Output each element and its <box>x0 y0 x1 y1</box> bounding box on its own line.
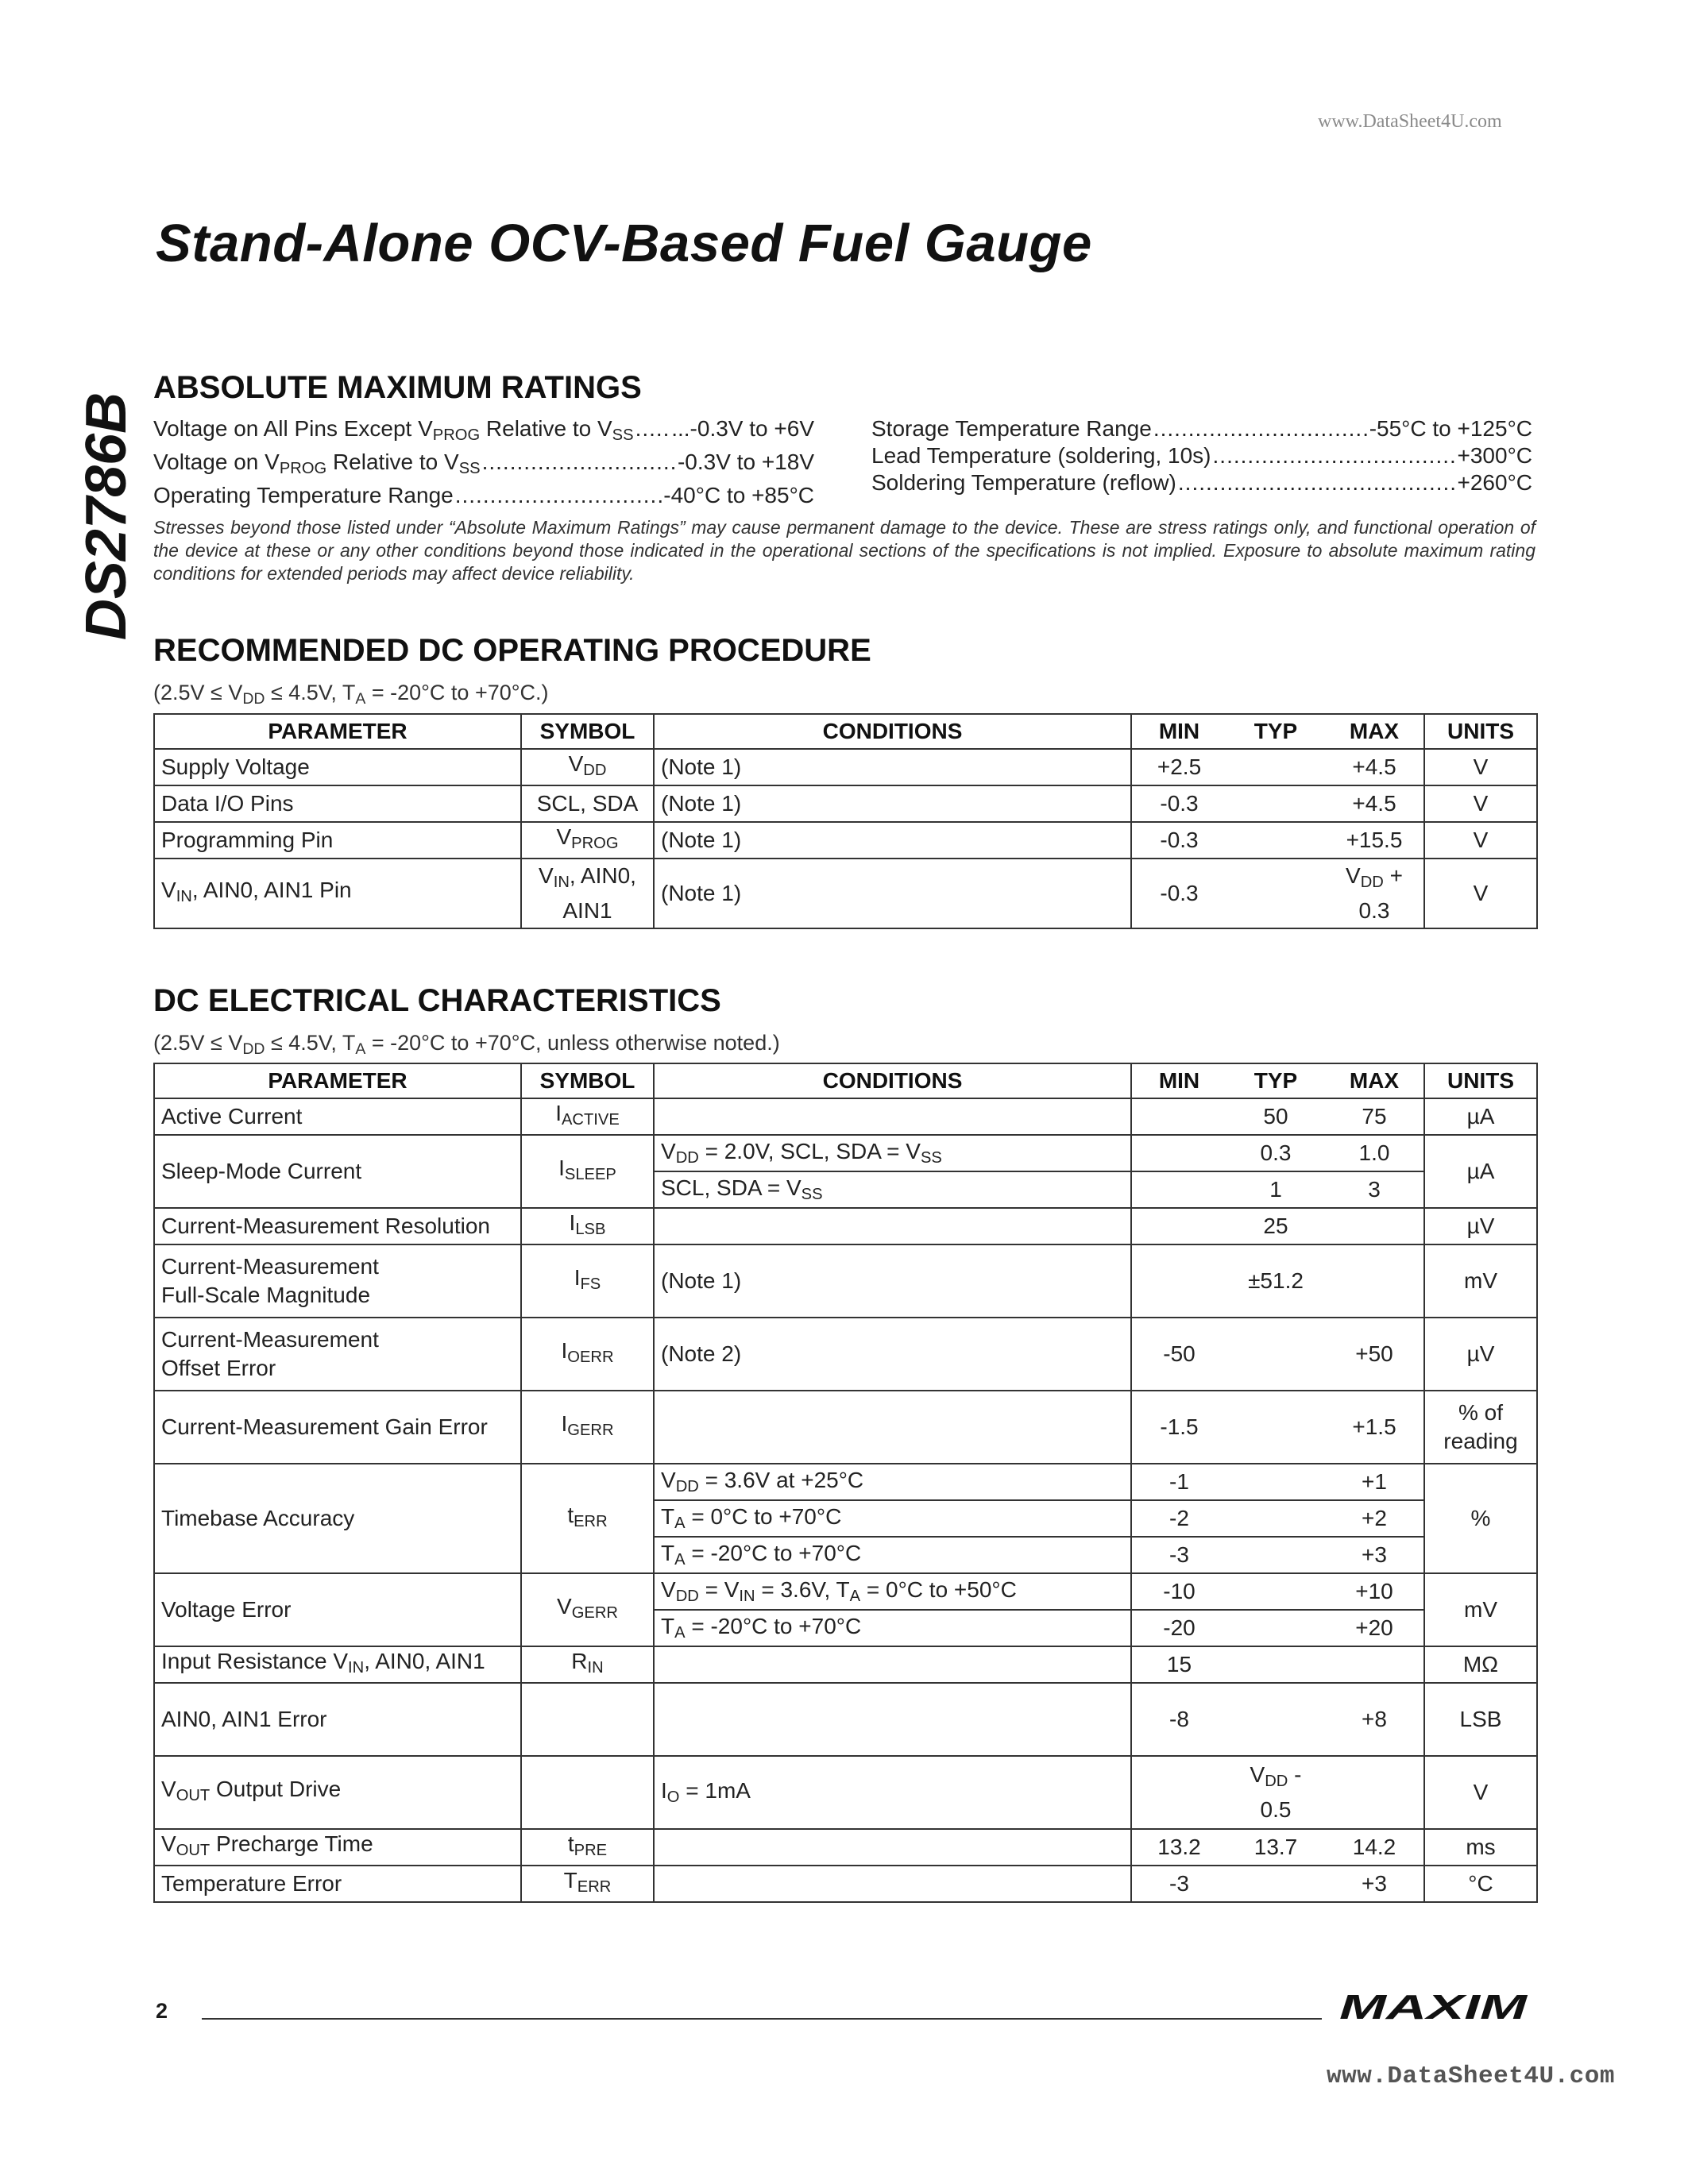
maxim-logo-text: MAXIM <box>1339 1992 1529 2024</box>
min-cell: -3 <box>1131 1866 1226 1902</box>
conditions-cell <box>654 1208 1131 1244</box>
col-header-max: MAX <box>1325 1063 1424 1098</box>
conditions-cell: (Note 1) <box>654 749 1131 785</box>
table-row <box>154 859 1537 928</box>
abs-max-left-list <box>153 415 814 509</box>
min-cell <box>1131 1135 1226 1171</box>
units-cell: LSB <box>1424 1683 1537 1756</box>
min-cell: -0.3 <box>1131 822 1226 859</box>
max-cell: +8 <box>1325 1683 1424 1756</box>
symbol-cell: $t_{PRE}$ <box>521 1829 654 1866</box>
table-row <box>154 1464 1537 1500</box>
min-cell <box>1131 1098 1226 1135</box>
param-cell: $V_{OUT}$ Precharge Time <box>154 1829 521 1866</box>
min-cell: -1 <box>1131 1464 1226 1500</box>
units-cell: V <box>1424 1756 1537 1829</box>
rating-value: ...-0.3V to +6V <box>671 416 814 441</box>
max-cell: +20 <box>1325 1610 1424 1646</box>
param-cell: Supply Voltage <box>154 749 521 785</box>
conditions-cell: $T_A = -20^\circ C$ to +70°C <box>654 1610 1131 1646</box>
conditions-cell: $V_{DD} = 3.6V$ at +25°C <box>654 1464 1131 1500</box>
symbol-cell: $V_{PROG}$ <box>521 822 654 859</box>
typ-cell <box>1226 1610 1325 1646</box>
max-cell: +50 <box>1325 1318 1424 1391</box>
typ-cell: $V_{DD}$ - 0.5 <box>1226 1756 1325 1829</box>
units-cell: V <box>1424 859 1537 928</box>
col-header-typ: TYP <box>1226 1063 1325 1098</box>
max-cell <box>1325 1756 1424 1829</box>
col-header-symbol: SYMBOL <box>521 1063 654 1098</box>
max-cell: +10 <box>1325 1573 1424 1610</box>
min-cell: +2.5 <box>1131 749 1226 785</box>
col-header-units: UNITS <box>1424 714 1537 749</box>
typ-cell <box>1226 1318 1325 1391</box>
conditions-cell: $V_{DD} = 2.0V$, SCL, SDA = $V_{SS}$ <box>654 1135 1131 1171</box>
conditions-cell: (Note 2) <box>654 1318 1131 1391</box>
conditions-cell <box>654 1098 1131 1135</box>
rating-value: -40°C to +85°C <box>663 483 814 508</box>
typ-cell <box>1226 1573 1325 1610</box>
max-cell: 14.2 <box>1325 1829 1424 1866</box>
table-row <box>154 1318 1537 1391</box>
col-header-max: MAX <box>1325 714 1424 749</box>
max-cell: +15.5 <box>1325 822 1424 859</box>
min-cell: -8 <box>1131 1683 1226 1756</box>
rating-label: Voltage on All Pins Except $V_{PROG}$ Relative to $V_{SS}$ <box>153 416 634 445</box>
units-cell: MΩ <box>1424 1646 1537 1683</box>
page-title: Stand-Alone OCV-Based Fuel Gauge <box>156 214 1092 273</box>
units-cell: mV <box>1424 1573 1537 1646</box>
dc-elec-table <box>153 1063 1538 1903</box>
param-cell: $V_{OUT}$ Output Drive <box>154 1756 521 1829</box>
rating-value: +300°C <box>1457 443 1532 468</box>
typ-cell <box>1226 1646 1325 1683</box>
typ-cell <box>1226 1683 1325 1756</box>
param-cell: Timebase Accuracy <box>154 1464 521 1573</box>
param-cell: Programming Pin <box>154 822 521 859</box>
abs-max-right-item <box>871 442 1532 469</box>
typ-cell: 50 <box>1226 1098 1325 1135</box>
max-cell <box>1325 1244 1424 1318</box>
table-row <box>154 1098 1537 1135</box>
table-row <box>154 749 1537 785</box>
max-cell: +1 <box>1325 1464 1424 1500</box>
conditions-cell <box>654 1646 1131 1683</box>
min-cell <box>1131 1208 1226 1244</box>
param-cell: Current-Measurement Gain Error <box>154 1391 521 1464</box>
table-row <box>154 1866 1537 1902</box>
page-number: 2 <box>156 1999 168 2023</box>
units-cell: µV <box>1424 1318 1537 1391</box>
max-cell: +3 <box>1325 1537 1424 1573</box>
table-row <box>154 1391 1537 1464</box>
typ-cell: 13.7 <box>1226 1829 1325 1866</box>
part-number-text: DS2786B <box>75 392 138 641</box>
param-cell: Voltage Error <box>154 1573 521 1646</box>
symbol-cell: $t_{ERR}$ <box>521 1464 654 1573</box>
units-cell: V <box>1424 822 1537 859</box>
table-row <box>154 1683 1537 1756</box>
min-cell: -0.3 <box>1131 859 1226 928</box>
watermark-top[interactable]: www.DataSheet4U.com <box>1318 111 1502 132</box>
symbol-cell: $V_{IN}$, AIN0, AIN1 <box>521 859 654 928</box>
conditions-cell: $I_O = 1mA$ <box>654 1756 1131 1829</box>
min-cell <box>1131 1756 1226 1829</box>
max-cell: +4.5 <box>1325 749 1424 785</box>
col-header-conditions: CONDITIONS <box>654 714 1131 749</box>
units-cell: µV <box>1424 1208 1537 1244</box>
param-cell: Current-Measurement Resolution <box>154 1208 521 1244</box>
col-header-parameter: PARAMETER <box>154 1063 521 1098</box>
param-cell: Active Current <box>154 1098 521 1135</box>
table-row <box>154 1756 1537 1829</box>
conditions-cell <box>654 1683 1131 1756</box>
table-row <box>154 1573 1537 1610</box>
typ-cell: 0.3 <box>1226 1135 1325 1171</box>
conditions-cell: $T_A = 0^\circ C$ to +70°C <box>654 1500 1131 1537</box>
typ-cell <box>1226 785 1325 822</box>
units-cell: µA <box>1424 1098 1537 1135</box>
typ-cell: ±51.2 <box>1226 1244 1325 1318</box>
param-cell: Current-Measurement Offset Error <box>154 1318 521 1391</box>
conditions-cell: (Note 1) <box>654 785 1131 822</box>
symbol-cell: $I_{ACTIVE}$ <box>521 1098 654 1135</box>
units-cell: V <box>1424 749 1537 785</box>
max-cell <box>1325 1208 1424 1244</box>
conditions-cell <box>654 1829 1131 1866</box>
param-cell: Input Resistance $V_{IN}$, AIN0, AIN1 <box>154 1646 521 1683</box>
table-row <box>154 1244 1537 1318</box>
watermark-bottom[interactable]: www.DataSheet4U.com <box>1327 2062 1615 2090</box>
max-cell <box>1325 1646 1424 1683</box>
abs-max-right-item <box>871 469 1532 496</box>
typ-cell: 25 <box>1226 1208 1325 1244</box>
max-cell: 75 <box>1325 1098 1424 1135</box>
symbol-cell <box>521 1756 654 1829</box>
conditions-cell: $V_{DD} = V_{IN} = 3.6V$, $T_A = 0^\circ C$ to +50°C <box>654 1573 1131 1610</box>
leader-dots <box>1178 469 1456 496</box>
table-row <box>154 822 1537 859</box>
max-cell: +2 <box>1325 1500 1424 1537</box>
min-cell: -10 <box>1131 1573 1226 1610</box>
rating-value: -0.3V to +18V <box>677 450 814 475</box>
max-cell: +3 <box>1325 1866 1424 1902</box>
max-cell: 1.0 <box>1325 1135 1424 1171</box>
param-cell: Sleep-Mode Current <box>154 1135 521 1208</box>
col-header-parameter: PARAMETER <box>154 714 521 749</box>
min-cell: 15 <box>1131 1646 1226 1683</box>
symbol-cell: $R_{IN}$ <box>521 1646 654 1683</box>
param-cell: AIN0, AIN1 Error <box>154 1683 521 1756</box>
param-cell: $V_{IN}$, AIN0, AIN1 Pin <box>154 859 521 928</box>
min-cell: -3 <box>1131 1537 1226 1573</box>
leader-dots <box>1153 415 1368 442</box>
col-header-typ: TYP <box>1226 714 1325 749</box>
symbol-cell: $I_{GERR}$ <box>521 1391 654 1464</box>
table-row <box>154 1646 1537 1683</box>
units-cell: °C <box>1424 1866 1537 1902</box>
col-header-symbol: SYMBOL <box>521 714 654 749</box>
param-cell: Current-Measurement Full-Scale Magnitude <box>154 1244 521 1318</box>
abs-max-right-list <box>871 415 1532 496</box>
table-row <box>154 785 1537 822</box>
min-cell <box>1131 1171 1226 1208</box>
typ-cell <box>1226 1537 1325 1573</box>
conditions-cell <box>654 1391 1131 1464</box>
rating-label: Lead Temperature (soldering, 10s) <box>871 443 1211 468</box>
abs-max-left-item <box>153 449 814 482</box>
min-cell: -2 <box>1131 1500 1226 1537</box>
maxim-logo <box>1339 1992 1530 2024</box>
symbol-cell: $V_{DD}$ <box>521 749 654 785</box>
leader-dots <box>482 449 676 482</box>
table-row <box>154 1135 1537 1171</box>
units-cell: µA <box>1424 1135 1537 1208</box>
rating-value: -55°C to +125°C <box>1369 416 1532 441</box>
conditions-cell <box>654 1866 1131 1902</box>
min-cell: -20 <box>1131 1610 1226 1646</box>
max-cell: +1.5 <box>1325 1391 1424 1464</box>
symbol-cell: $V_{GERR}$ <box>521 1573 654 1646</box>
leader-dots <box>455 482 662 509</box>
symbol-cell: $I_{OERR}$ <box>521 1318 654 1391</box>
min-cell: 13.2 <box>1131 1829 1226 1866</box>
col-header-conditions: CONDITIONS <box>654 1063 1131 1098</box>
typ-cell <box>1226 1391 1325 1464</box>
typ-cell <box>1226 859 1325 928</box>
leader-dots <box>1213 442 1456 469</box>
conditions-cell: (Note 1) <box>654 1244 1131 1318</box>
symbol-cell: $T_{ERR}$ <box>521 1866 654 1902</box>
table-row <box>154 1829 1537 1866</box>
units-cell: mV <box>1424 1244 1537 1318</box>
param-cell: Data I/O Pins <box>154 785 521 822</box>
units-cell: % of reading <box>1424 1391 1537 1464</box>
abs-max-left-item <box>153 482 814 509</box>
typ-cell <box>1226 1500 1325 1537</box>
min-cell <box>1131 1244 1226 1318</box>
units-cell: % <box>1424 1464 1537 1573</box>
min-cell: -1.5 <box>1131 1391 1226 1464</box>
symbol-cell: $I_{LSB}$ <box>521 1208 654 1244</box>
max-cell: 3 <box>1325 1171 1424 1208</box>
stress-note: Stresses beyond those listed under “Absolute Maximum Ratings” may cause permanent damage to the device. These are stress ratings only, and functional operation of the device at these or any other conditions beyond those indicated in the operational sections of the specifications is not implied. Exposure to absolute maximum rating conditions for extended periods may affect device reliability. <box>153 517 1535 584</box>
leader-dots <box>635 415 670 449</box>
typ-cell <box>1226 1866 1325 1902</box>
rating-label: Voltage on $V_{PROG}$ Relative to $V_{SS}$ <box>153 450 481 478</box>
footer-rule <box>202 2018 1322 2020</box>
rating-label: Operating Temperature Range <box>153 483 454 508</box>
max-cell: +4.5 <box>1325 785 1424 822</box>
conditions-cell: SCL, SDA = $V_{SS}$ <box>654 1171 1131 1208</box>
min-cell: -50 <box>1131 1318 1226 1391</box>
symbol-cell: $I_{FS}$ <box>521 1244 654 1318</box>
rec-dc-table <box>153 713 1538 929</box>
rec-dc-conditions: ($2.5V \le V_{DD} \le 4.5V$, $T_A = -20^\circ C$ to +70°C.) <box>153 681 549 708</box>
col-header-units: UNITS <box>1424 1063 1537 1098</box>
symbol-cell: $I_{SLEEP}$ <box>521 1135 654 1208</box>
typ-cell <box>1226 1464 1325 1500</box>
rating-value: +260°C <box>1457 470 1532 495</box>
part-number-vertical <box>67 381 146 651</box>
abs-max-heading: ABSOLUTE MAXIMUM RATINGS <box>153 370 642 405</box>
dc-elec-conditions: ($2.5V \le V_{DD} \le 4.5V$, $T_A = -20^\circ C$ to +70°C, unless otherwise noted.) <box>153 1031 780 1058</box>
rec-dc-heading: RECOMMENDED DC OPERATING PROCEDURE <box>153 633 871 668</box>
min-cell: -0.3 <box>1131 785 1226 822</box>
abs-max-left-item <box>153 415 814 449</box>
conditions-cell: $T_A = -20^\circ C$ to +70°C <box>654 1537 1131 1573</box>
units-cell: V <box>1424 785 1537 822</box>
rating-label: Storage Temperature Range <box>871 416 1152 441</box>
symbol-cell <box>521 1683 654 1756</box>
conditions-cell: (Note 1) <box>654 822 1131 859</box>
symbol-cell: SCL, SDA <box>521 785 654 822</box>
typ-cell: 1 <box>1226 1171 1325 1208</box>
param-cell: Temperature Error <box>154 1866 521 1902</box>
table-row <box>154 1208 1537 1244</box>
col-header-min: MIN <box>1131 1063 1226 1098</box>
col-header-min: MIN <box>1131 714 1226 749</box>
units-cell: ms <box>1424 1829 1537 1866</box>
conditions-cell: (Note 1) <box>654 859 1131 928</box>
typ-cell <box>1226 822 1325 859</box>
abs-max-right-item <box>871 415 1532 442</box>
max-cell: $V_{DD}$ + 0.3 <box>1325 859 1424 928</box>
rating-label: Soldering Temperature (reflow) <box>871 470 1176 495</box>
dc-elec-heading: DC ELECTRICAL CHARACTERISTICS <box>153 983 721 1018</box>
typ-cell <box>1226 749 1325 785</box>
